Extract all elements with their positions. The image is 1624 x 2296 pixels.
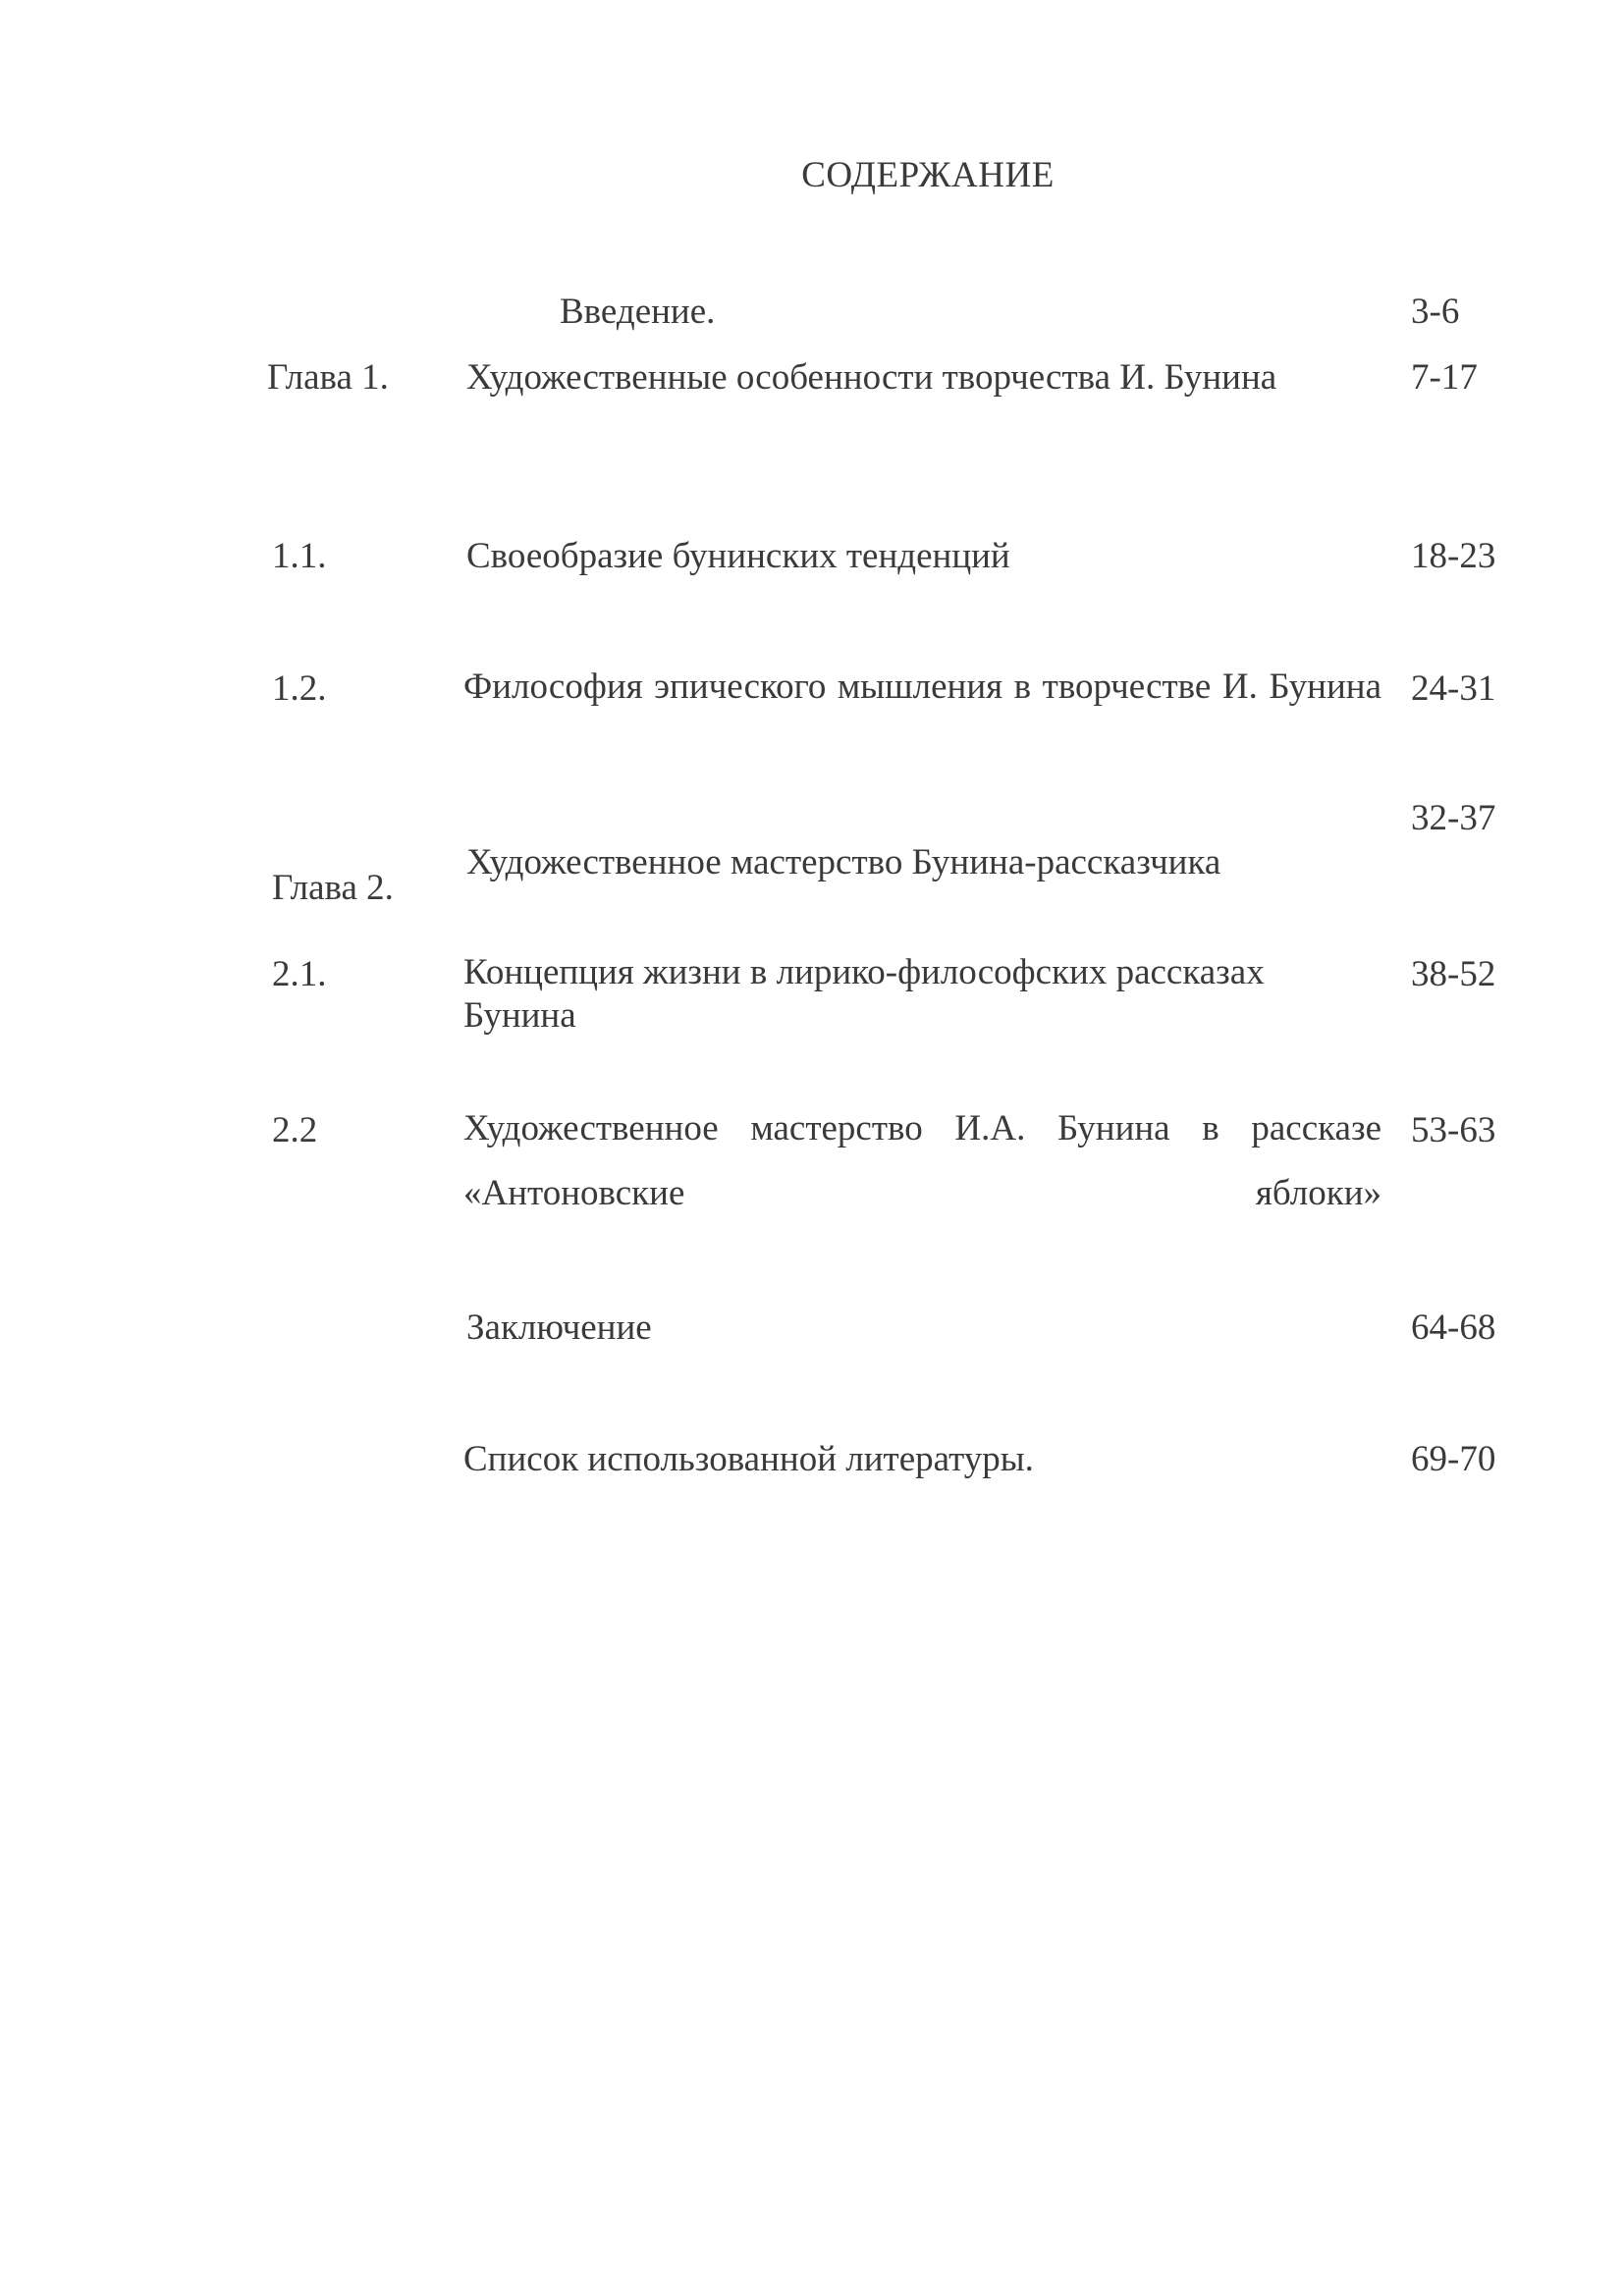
- toc-entry-pages-1-2: 24-31: [1411, 668, 1496, 709]
- toc-entry-pages-1-1: 18-23: [1411, 536, 1496, 576]
- toc-entry-number-2-1: 2.1.: [272, 954, 327, 994]
- toc-entry-label-bibliography: Список использованной литературы.: [463, 1439, 1034, 1479]
- toc-title: СОДЕРЖАНИЕ: [801, 155, 1055, 195]
- toc-entry-pages-2-2: 53-63: [1411, 1110, 1496, 1150]
- toc-entry-pages-introduction: 3-6: [1411, 292, 1460, 332]
- toc-entry-number-1-2: 1.2.: [272, 668, 327, 709]
- toc-entry-number-1-1: 1.1.: [272, 536, 327, 576]
- toc-entry-pages-chapter-1: 7-17: [1411, 357, 1478, 398]
- toc-entry-label-2-1: Концепция жизни в лирико-философских рассказах Бунина: [463, 952, 1265, 1036]
- toc-entry-label-chapter-1: Художественные особенности творчества И. Бунина: [466, 357, 1277, 398]
- toc-entry-label-1-1: Своеобразие бунинских тенденций: [466, 536, 1010, 576]
- toc-entry-pages-2-1: 38-52: [1411, 954, 1496, 994]
- toc-entry-label-2-2: Художественное мастерство И.А. Бунина в рассказе «Антоновские яблоки»: [463, 1108, 1381, 1213]
- toc-entry-label-chapter-2: Художественное мастерство Бунина-рассказчика: [466, 842, 1221, 882]
- toc-entry-pages-conclusion: 64-68: [1411, 1308, 1496, 1348]
- toc-entry-number-chapter-1: Глава 1.: [267, 357, 389, 398]
- toc-entry-label-introduction: Введение.: [560, 292, 716, 332]
- toc-entry-pages-chapter-2: 32-37: [1411, 798, 1496, 838]
- toc-entry-number-chapter-2: Глава 2.: [272, 868, 394, 908]
- toc-entry-number-2-2: 2.2: [272, 1110, 318, 1150]
- toc-entry-pages-bibliography: 69-70: [1411, 1439, 1496, 1479]
- toc-entry-label-1-2: Философия эпического мышления в творчестве И. Бунина: [463, 667, 1381, 707]
- toc-entry-label-conclusion: Заключение: [466, 1308, 652, 1348]
